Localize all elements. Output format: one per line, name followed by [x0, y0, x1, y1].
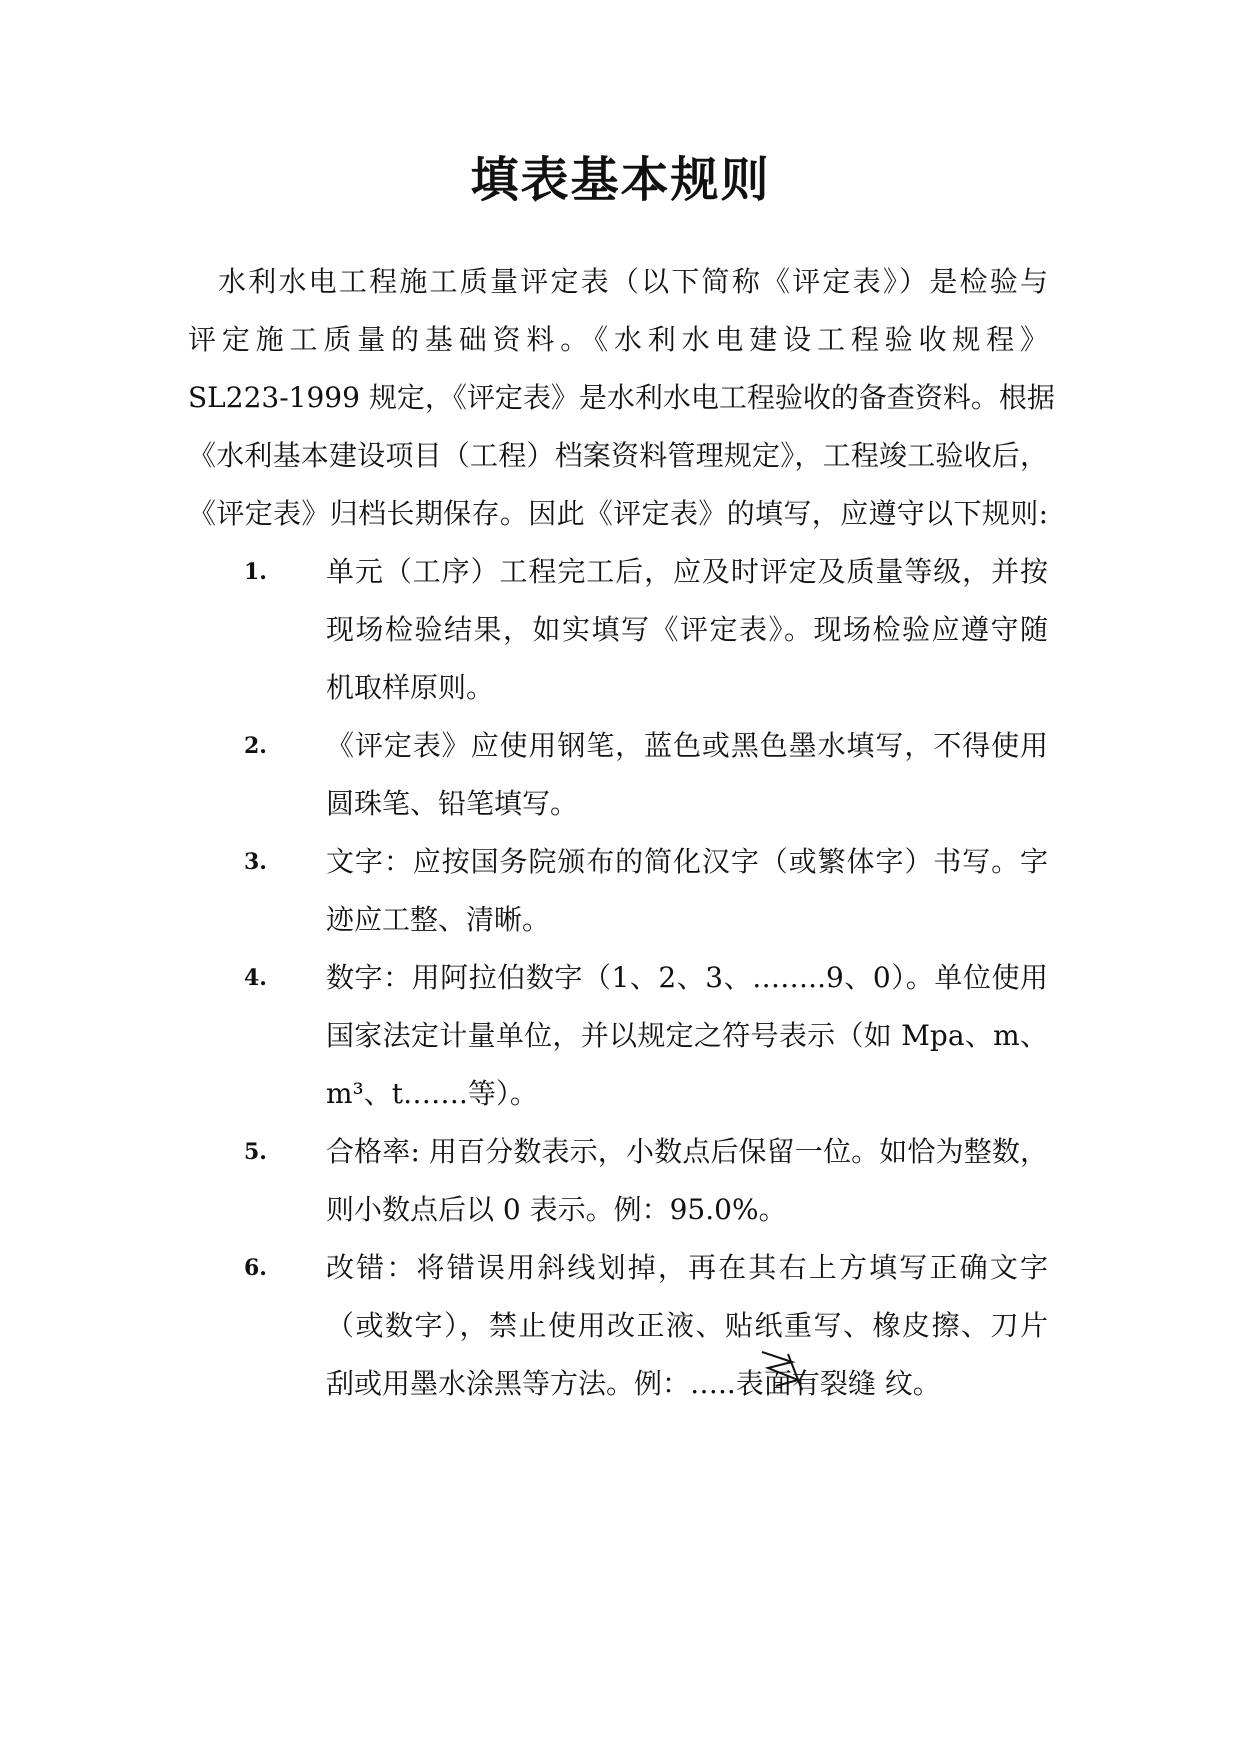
rule-4-line-3: m³、t…….等）。: [326, 1077, 538, 1110]
rule-4-line-2: 国家法定计量单位，并以规定之符号表示（如 Mpa、m、: [326, 1019, 1048, 1052]
rule-number: 3.: [244, 849, 267, 875]
rule-5-line-2: 则小数点后以 0 表示。例：95.0%。: [326, 1193, 787, 1226]
intro-line-5: 《评定表》归档长期保存。因此《评定表》的填写，应遵守以下规则:: [188, 497, 1048, 530]
rule-3-line-2: 迹应工整、清晰。: [326, 903, 551, 936]
struck-character-text: 面: [763, 1367, 792, 1400]
rule-6-line-1: 改错：将错误用斜线划掉，再在其右上方填写正确文字: [326, 1251, 1048, 1284]
rule-2-line-1: 《评定表》应使用钢笔，蓝色或黑色墨水填写，不得使用: [326, 729, 1048, 762]
rule-1-line-3: 机取样原则。: [326, 671, 495, 704]
rule-4-line-1: 数字：用阿拉伯数字（1、2、3、……..9、0）。单位使用: [326, 961, 1048, 994]
rule-1-line-1: 单元（工序）工程完工后，应及时评定及质量等级，并按: [326, 555, 1048, 588]
example-text-after: 有裂缝 纹。: [791, 1367, 941, 1400]
rule-5-line-1: 合格率: 用百分数表示，小数点后保留一位。如恰为整数，: [326, 1135, 1048, 1168]
rule-3-line-1: 文字：应按国务院颁布的简化汉字（或繁体字）书写。字: [326, 845, 1048, 878]
strike-through-slash-icon: [758, 1346, 818, 1390]
struck-character: [764, 1364, 792, 1404]
intro-line-3: SL223-1999 规定，《评定表》是水利水电工程验收的备查资料。根据: [188, 381, 1055, 414]
example-text-before: 刮或用墨水涂黑等方法。例：…..表: [326, 1367, 764, 1400]
rule-number: 5.: [244, 1139, 267, 1165]
rule-6-example-line: [326, 1364, 941, 1404]
rule-number: 4.: [244, 965, 267, 991]
rule-number: 1.: [244, 559, 267, 585]
rule-number: 2.: [244, 733, 267, 759]
rule-6-line-2: （或数字），禁止使用改正液、贴纸重写、橡皮擦、刀片: [326, 1309, 1048, 1342]
intro-line-2: 评定施工质量的基础资料。《水利水电建设工程验收规程》: [188, 323, 1048, 356]
rule-2-line-2: 圆珠笔、铅笔填写。: [326, 787, 579, 820]
rule-1-line-2: 现场检验结果，如实填写《评定表》。现场检验应遵守随: [326, 613, 1048, 646]
intro-line-1: 水利水电工程施工质量评定表（以下简称《评定表》）是检验与: [218, 265, 1048, 298]
intro-line-4: 《水利基本建设项目（工程）档案资料管理规定》，工程竣工验收后，: [188, 439, 1048, 472]
rule-number: 6.: [244, 1255, 267, 1281]
page-title: 填表基本规则: [470, 152, 771, 208]
